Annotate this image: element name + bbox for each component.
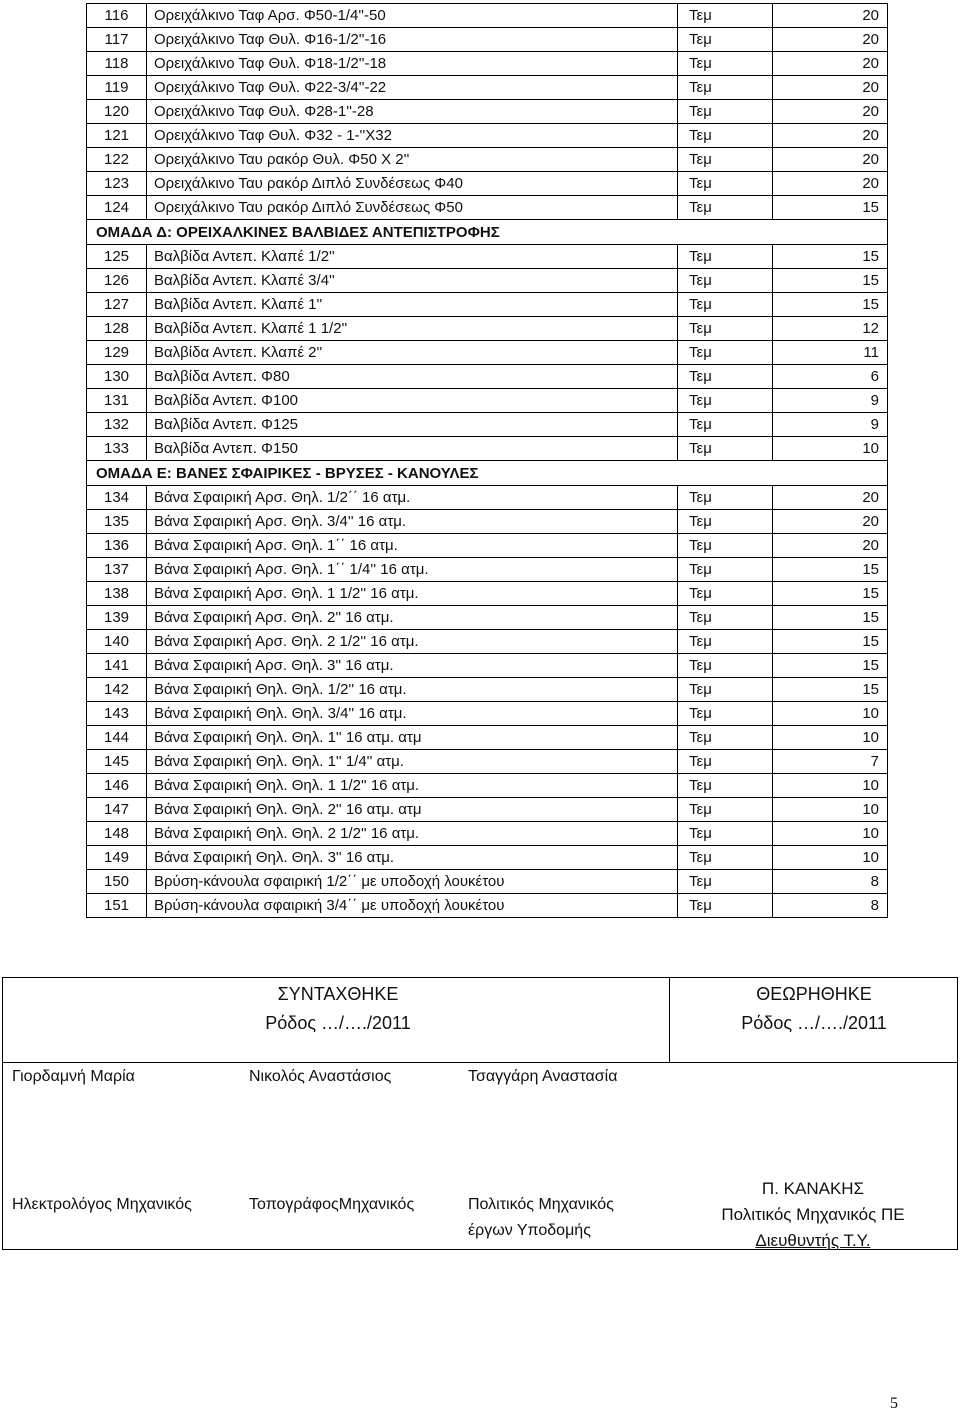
item-quantity: 10 xyxy=(773,437,888,461)
table-row xyxy=(87,774,888,798)
item-quantity: 20 xyxy=(773,510,888,534)
item-unit: Τεμ xyxy=(678,726,773,750)
item-number: 119 xyxy=(87,76,147,100)
signer-role-1: Ηλεκτρολόγος Μηχανικός xyxy=(12,1196,192,1213)
item-quantity: 20 xyxy=(773,4,888,28)
item-description: Βαλβίδα Αντεπ. Κλαπέ 3/4'' xyxy=(147,269,678,293)
item-number: 116 xyxy=(87,4,147,28)
item-number: 131 xyxy=(87,389,147,413)
item-quantity: 10 xyxy=(773,702,888,726)
item-description: Βάνα Σφαιρική Αρσ. Θηλ. 3/4'' 16 ατμ. xyxy=(147,510,678,534)
item-description: Βαλβίδα Αντεπ. Φ80 xyxy=(147,365,678,389)
item-unit: Τεμ xyxy=(678,28,773,52)
table-row xyxy=(87,798,888,822)
table-row xyxy=(87,413,888,437)
item-unit: Τεμ xyxy=(678,846,773,870)
table-row xyxy=(87,317,888,341)
item-description: Ορειχάλκινο Ταφ Αρσ. Φ50-1/4''-50 xyxy=(147,4,678,28)
item-quantity: 15 xyxy=(773,245,888,269)
item-unit: Τεμ xyxy=(678,100,773,124)
item-unit: Τεμ xyxy=(678,558,773,582)
item-quantity: 15 xyxy=(773,558,888,582)
item-description: Βάνα Σφαιρική Αρσ. Θηλ. 2'' 16 ατμ. xyxy=(147,606,678,630)
item-number: 129 xyxy=(87,341,147,365)
signer-role-3-line2: έργων Υποδομής xyxy=(468,1222,591,1239)
director-position: Διευθυντής Τ.Υ. xyxy=(755,1231,871,1250)
table-row xyxy=(87,437,888,461)
item-description: Βαλβίδα Αντεπ. Κλαπέ 1'' xyxy=(147,293,678,317)
item-number: 143 xyxy=(87,702,147,726)
item-quantity: 8 xyxy=(773,870,888,894)
item-quantity: 15 xyxy=(773,293,888,317)
table-row xyxy=(87,582,888,606)
item-unit: Τεμ xyxy=(678,269,773,293)
group-header: ΟΜΑΔΑ Δ: ΟΡΕΙΧΑΛΚΙΝΕΣ ΒΑΛΒΙΔΕΣ ΑΝΤΕΠΙΣΤΡΟΦΗΣ xyxy=(87,220,888,245)
item-description: Βαλβίδα Αντεπ. Κλαπέ 1/2'' xyxy=(147,245,678,269)
item-description: Βάνα Σφαιρική Αρσ. Θηλ. 3'' 16 ατμ. xyxy=(147,654,678,678)
item-unit: Τεμ xyxy=(678,798,773,822)
item-number: 146 xyxy=(87,774,147,798)
item-description: Βαλβίδα Αντεπ. Φ150 xyxy=(147,437,678,461)
item-description: Βαλβίδα Αντεπ. Κλαπέ 2'' xyxy=(147,341,678,365)
item-description: Βάνα Σφαιρική Θηλ. Θηλ. 2'' 16 ατμ. ατμ xyxy=(147,798,678,822)
item-quantity: 15 xyxy=(773,678,888,702)
item-description: Βάνα Σφαιρική Θηλ. Θηλ. 2 1/2'' 16 ατμ. xyxy=(147,822,678,846)
item-quantity: 20 xyxy=(773,486,888,510)
item-quantity: 15 xyxy=(773,606,888,630)
signature-separator xyxy=(3,1062,957,1063)
item-quantity: 7 xyxy=(773,750,888,774)
item-quantity: 10 xyxy=(773,774,888,798)
item-description: Βάνα Σφαιρική Αρσ. Θηλ. 1/2΄΄ 16 ατμ. xyxy=(147,486,678,510)
table-row xyxy=(87,750,888,774)
item-quantity: 12 xyxy=(773,317,888,341)
signer-role-3 xyxy=(468,1192,614,1244)
item-unit: Τεμ xyxy=(678,52,773,76)
item-number: 134 xyxy=(87,486,147,510)
item-number: 122 xyxy=(87,148,147,172)
table-row xyxy=(87,293,888,317)
item-unit: Τεμ xyxy=(678,774,773,798)
director-name: Π. ΚΑΝΑΚΗΣ xyxy=(761,1179,865,1198)
materials-table-body xyxy=(87,4,888,918)
item-quantity: 20 xyxy=(773,148,888,172)
table-row xyxy=(87,124,888,148)
item-quantity: 15 xyxy=(773,654,888,678)
table-row xyxy=(87,148,888,172)
item-number: 147 xyxy=(87,798,147,822)
compiled-date: Ρόδος …/…./2011 xyxy=(265,1013,411,1033)
item-unit: Τεμ xyxy=(678,196,773,220)
table-row xyxy=(87,630,888,654)
item-number: 140 xyxy=(87,630,147,654)
item-description: Βάνα Σφαιρική Αρσ. Θηλ. 1 1/2'' 16 ατμ. xyxy=(147,582,678,606)
item-quantity: 10 xyxy=(773,822,888,846)
item-description: Βαλβίδα Αντεπ. Κλαπέ 1 1/2'' xyxy=(147,317,678,341)
item-unit: Τεμ xyxy=(678,486,773,510)
item-description: Ορειχάλκινο Ταυ ρακόρ Διπλό Συνδέσεως Φ40 xyxy=(147,172,678,196)
item-quantity: 20 xyxy=(773,124,888,148)
item-description: Βρύση-κάνουλα σφαιρική 3/4΄΄ με υποδοχή λουκέτου xyxy=(147,894,678,918)
item-number: 126 xyxy=(87,269,147,293)
item-number: 118 xyxy=(87,52,147,76)
table-row xyxy=(87,100,888,124)
table-row xyxy=(87,870,888,894)
table-row xyxy=(87,894,888,918)
item-unit: Τεμ xyxy=(678,172,773,196)
item-unit: Τεμ xyxy=(678,678,773,702)
item-description: Βάνα Σφαιρική Θηλ. Θηλ. 3/4'' 16 ατμ. xyxy=(147,702,678,726)
item-description: Βαλβίδα Αντεπ. Φ125 xyxy=(147,413,678,437)
item-unit: Τεμ xyxy=(678,293,773,317)
item-description: Ορειχάλκινο Ταφ Θυλ. Φ28-1''-28 xyxy=(147,100,678,124)
item-description: Ορειχάλκινο Ταφ Θυλ. Φ16-1/2''-16 xyxy=(147,28,678,52)
item-description: Ορειχάλκινο Ταυ ρακόρ Διπλό Συνδέσεως Φ50 xyxy=(147,196,678,220)
item-unit: Τεμ xyxy=(678,822,773,846)
item-quantity: 11 xyxy=(773,341,888,365)
item-quantity: 20 xyxy=(773,534,888,558)
table-row xyxy=(87,4,888,28)
signer-name-3: Τσαγγάρη Αναστασία xyxy=(468,1068,618,1085)
director-title: Πολιτικός Μηχανικός ΠΕ xyxy=(721,1205,905,1224)
item-unit: Τεμ xyxy=(678,606,773,630)
compiled-title: ΣΥΝΤΑΧΘΗΚΕ xyxy=(277,984,399,1004)
item-unit: Τεμ xyxy=(678,341,773,365)
table-row xyxy=(87,822,888,846)
item-unit: Τεμ xyxy=(678,365,773,389)
item-unit: Τεμ xyxy=(678,534,773,558)
item-description: Ορειχάλκινο Ταυ ρακόρ Θυλ. Φ50 Χ 2'' xyxy=(147,148,678,172)
item-quantity: 9 xyxy=(773,413,888,437)
compiled-header xyxy=(203,980,473,1038)
item-quantity: 15 xyxy=(773,630,888,654)
reviewed-header xyxy=(671,980,957,1038)
item-unit: Τεμ xyxy=(678,389,773,413)
item-quantity: 10 xyxy=(773,846,888,870)
item-description: Βάνα Σφαιρική Θηλ. Θηλ. 1/2'' 16 ατμ. xyxy=(147,678,678,702)
item-number: 139 xyxy=(87,606,147,630)
item-number: 144 xyxy=(87,726,147,750)
item-number: 145 xyxy=(87,750,147,774)
item-unit: Τεμ xyxy=(678,702,773,726)
item-unit: Τεμ xyxy=(678,654,773,678)
item-number: 123 xyxy=(87,172,147,196)
item-number: 138 xyxy=(87,582,147,606)
item-unit: Τεμ xyxy=(678,582,773,606)
item-quantity: 10 xyxy=(773,798,888,822)
table-row xyxy=(87,245,888,269)
table-row xyxy=(87,678,888,702)
item-unit: Τεμ xyxy=(678,870,773,894)
item-description: Βάνα Σφαιρική Θηλ. Θηλ. 3'' 16 ατμ. xyxy=(147,846,678,870)
page-number: 5 xyxy=(890,1395,898,1412)
item-quantity: 20 xyxy=(773,100,888,124)
item-number: 150 xyxy=(87,870,147,894)
table-row xyxy=(87,702,888,726)
item-description: Βάνα Σφαιρική Αρσ. Θηλ. 1΄΄ 16 ατμ. xyxy=(147,534,678,558)
item-quantity: 15 xyxy=(773,269,888,293)
signatures-block xyxy=(2,977,958,1250)
table-row xyxy=(87,846,888,870)
item-number: 120 xyxy=(87,100,147,124)
table-row xyxy=(87,269,888,293)
item-quantity: 10 xyxy=(773,726,888,750)
item-number: 130 xyxy=(87,365,147,389)
item-quantity: 20 xyxy=(773,52,888,76)
item-unit: Τεμ xyxy=(678,437,773,461)
item-quantity: 20 xyxy=(773,76,888,100)
table-row xyxy=(87,726,888,750)
item-number: 136 xyxy=(87,534,147,558)
item-quantity: 15 xyxy=(773,196,888,220)
item-number: 124 xyxy=(87,196,147,220)
item-number: 132 xyxy=(87,413,147,437)
materials-table xyxy=(86,3,888,918)
table-row xyxy=(87,365,888,389)
item-number: 125 xyxy=(87,245,147,269)
item-number: 117 xyxy=(87,28,147,52)
table-row xyxy=(87,28,888,52)
signer-role-2: ΤοπογράφοςΜηχανικός xyxy=(249,1196,415,1213)
item-unit: Τεμ xyxy=(678,317,773,341)
item-number: 133 xyxy=(87,437,147,461)
item-quantity: 6 xyxy=(773,365,888,389)
table-row xyxy=(87,52,888,76)
item-description: Ορειχάλκινο Ταφ Θυλ. Φ18-1/2''-18 xyxy=(147,52,678,76)
item-unit: Τεμ xyxy=(678,630,773,654)
item-description: Βάνα Σφαιρική Θηλ. Θηλ. 1 1/2'' 16 ατμ. xyxy=(147,774,678,798)
item-description: Βάνα Σφαιρική Αρσ. Θηλ. 2 1/2'' 16 ατμ. xyxy=(147,630,678,654)
table-row xyxy=(87,196,888,220)
item-number: 128 xyxy=(87,317,147,341)
table-row xyxy=(87,654,888,678)
group-header-row xyxy=(87,220,888,245)
table-row xyxy=(87,76,888,100)
item-unit: Τεμ xyxy=(678,750,773,774)
item-description: Βάνα Σφαιρική Θηλ. Θηλ. 1'' 16 ατμ. ατμ xyxy=(147,726,678,750)
item-unit: Τεμ xyxy=(678,76,773,100)
item-description: Βρύση-κάνουλα σφαιρική 1/2΄΄ με υποδοχή λουκέτου xyxy=(147,870,678,894)
table-row xyxy=(87,534,888,558)
item-description: Βαλβίδα Αντεπ. Φ100 xyxy=(147,389,678,413)
item-number: 151 xyxy=(87,894,147,918)
item-number: 127 xyxy=(87,293,147,317)
table-row xyxy=(87,606,888,630)
item-unit: Τεμ xyxy=(678,413,773,437)
group-header-row xyxy=(87,461,888,486)
item-unit: Τεμ xyxy=(678,510,773,534)
item-number: 141 xyxy=(87,654,147,678)
item-description: Βάνα Σφαιρική Αρσ. Θηλ. 1΄΄ 1/4'' 16 ατμ. xyxy=(147,558,678,582)
item-number: 121 xyxy=(87,124,147,148)
table-row xyxy=(87,172,888,196)
item-number: 148 xyxy=(87,822,147,846)
item-number: 137 xyxy=(87,558,147,582)
item-number: 142 xyxy=(87,678,147,702)
item-unit: Τεμ xyxy=(678,245,773,269)
table-row xyxy=(87,389,888,413)
item-description: Ορειχάλκινο Ταφ Θυλ. Φ32 - 1-''Χ32 xyxy=(147,124,678,148)
item-number: 135 xyxy=(87,510,147,534)
table-row xyxy=(87,558,888,582)
item-description: Βάνα Σφαιρική Θηλ. Θηλ. 1'' 1/4'' ατμ. xyxy=(147,750,678,774)
table-row xyxy=(87,486,888,510)
item-number: 149 xyxy=(87,846,147,870)
group-header: ΟΜΑΔΑ Ε: ΒΑΝΕΣ ΣΦΑΙΡΙΚΕΣ - ΒΡΥΣΕΣ - ΚΑΝΟΥΛΕΣ xyxy=(87,461,888,486)
signature-divider xyxy=(669,978,670,1063)
item-quantity: 20 xyxy=(773,172,888,196)
signer-name-2: Νικολός Αναστάσιος xyxy=(249,1068,392,1085)
item-unit: Τεμ xyxy=(678,894,773,918)
item-quantity: 8 xyxy=(773,894,888,918)
item-unit: Τεμ xyxy=(678,148,773,172)
signer-role-3-line1: Πολιτικός Μηχανικός xyxy=(468,1196,614,1213)
item-description: Ορειχάλκινο Ταφ Θυλ. Φ22-3/4''-22 xyxy=(147,76,678,100)
item-quantity: 15 xyxy=(773,582,888,606)
item-quantity: 20 xyxy=(773,28,888,52)
item-unit: Τεμ xyxy=(678,4,773,28)
table-row xyxy=(87,510,888,534)
director-signature xyxy=(693,1176,933,1254)
signer-name-1: Γιορδαμνή Μαρία xyxy=(12,1068,135,1085)
reviewed-title: ΘΕΩΡΗΘΗΚΕ xyxy=(756,984,872,1004)
reviewed-date: Ρόδος …/…./2011 xyxy=(741,1013,887,1033)
item-unit: Τεμ xyxy=(678,124,773,148)
item-quantity: 9 xyxy=(773,389,888,413)
table-row xyxy=(87,341,888,365)
